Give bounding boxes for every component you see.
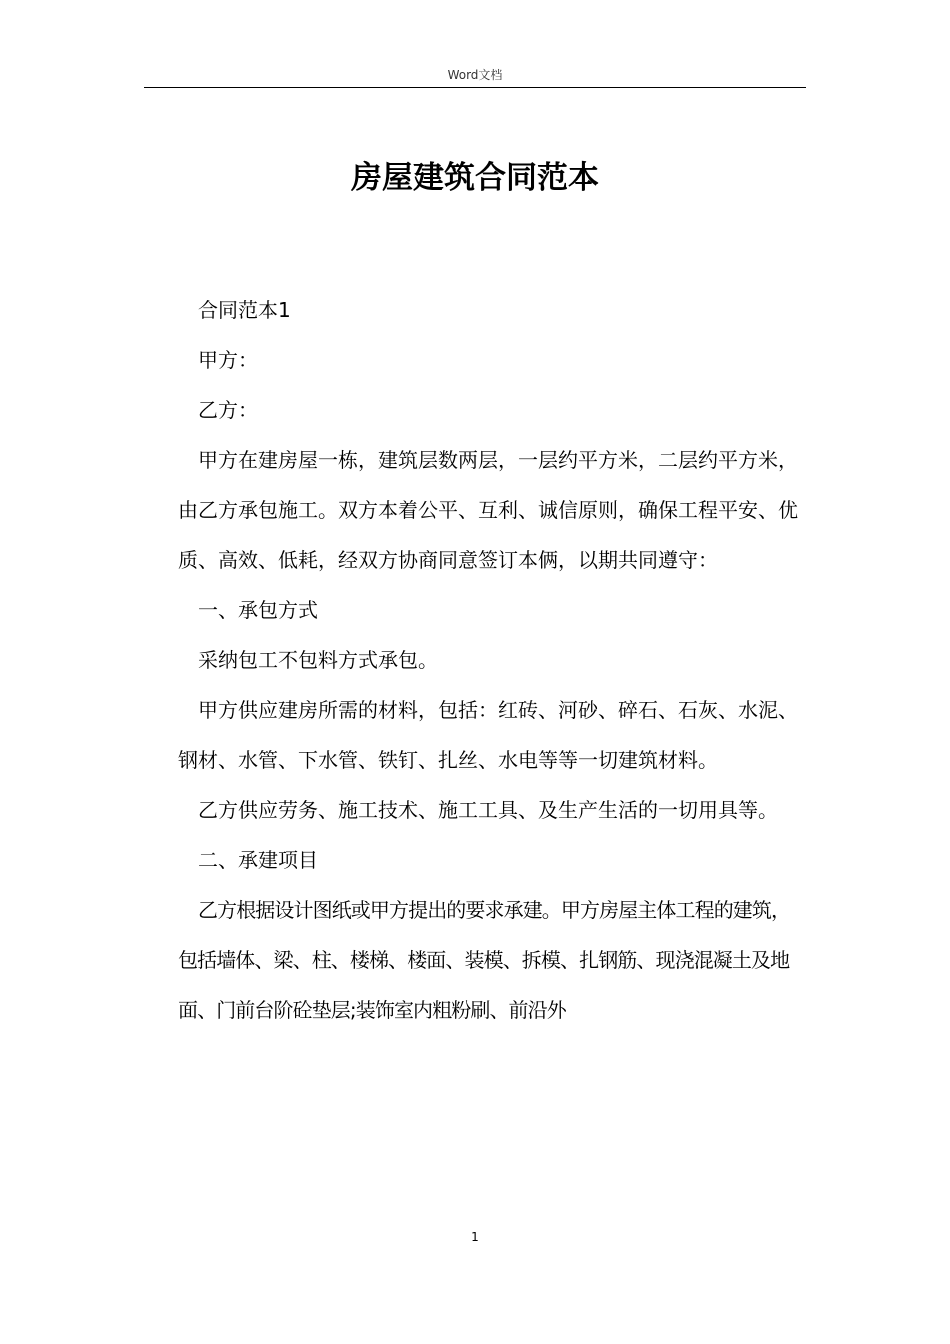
- document-title: 房屋建筑合同范本: [351, 160, 599, 196]
- body-paragraph: 乙方供应劳务、施工技术、施工工具、及生产生活的一切用具等。: [198, 798, 778, 822]
- party-b-line: 乙方：: [198, 398, 258, 422]
- document-body: [178, 285, 806, 1035]
- body-paragraph: 采纳包工不包料方式承包。: [198, 648, 438, 672]
- page-number: 1: [471, 1230, 479, 1244]
- clause-heading: 二、承建项目: [198, 848, 318, 872]
- clause-heading: 一、承包方式: [198, 598, 318, 622]
- party-a-line: 甲方：: [198, 348, 258, 372]
- body-paragraph: 甲方在建房屋一栋，建筑层数两层，一层约平方米，二层约平方米，由乙方承包施工。双方本着公平、互利、诚信原则，确保工程平安、优质、高效、低耗，经双方协商同意签订本俩，以期共同遵守：: [178, 448, 798, 572]
- header-divider: [144, 87, 806, 88]
- page-header-label: Word文档: [447, 68, 503, 82]
- body-paragraph: 甲方供应建房所需的材料，包括：红砖、河砂、碎石、石灰、水泥、钢材、水管、下水管、铁钉、扎丝、水电等等一切建筑材料。: [178, 698, 798, 772]
- section-heading: 合同范本1: [198, 298, 291, 322]
- body-paragraph: 乙方根据设计图纸或甲方提出的要求承建。甲方房屋主体工程的建筑，包括墙体、梁、柱、楼梯、楼面、装模、拆模、扎钢筋、现浇混凝土及地面、门前台阶砼垫层;装饰室内粗粉刷、前沿外: [178, 898, 791, 1022]
